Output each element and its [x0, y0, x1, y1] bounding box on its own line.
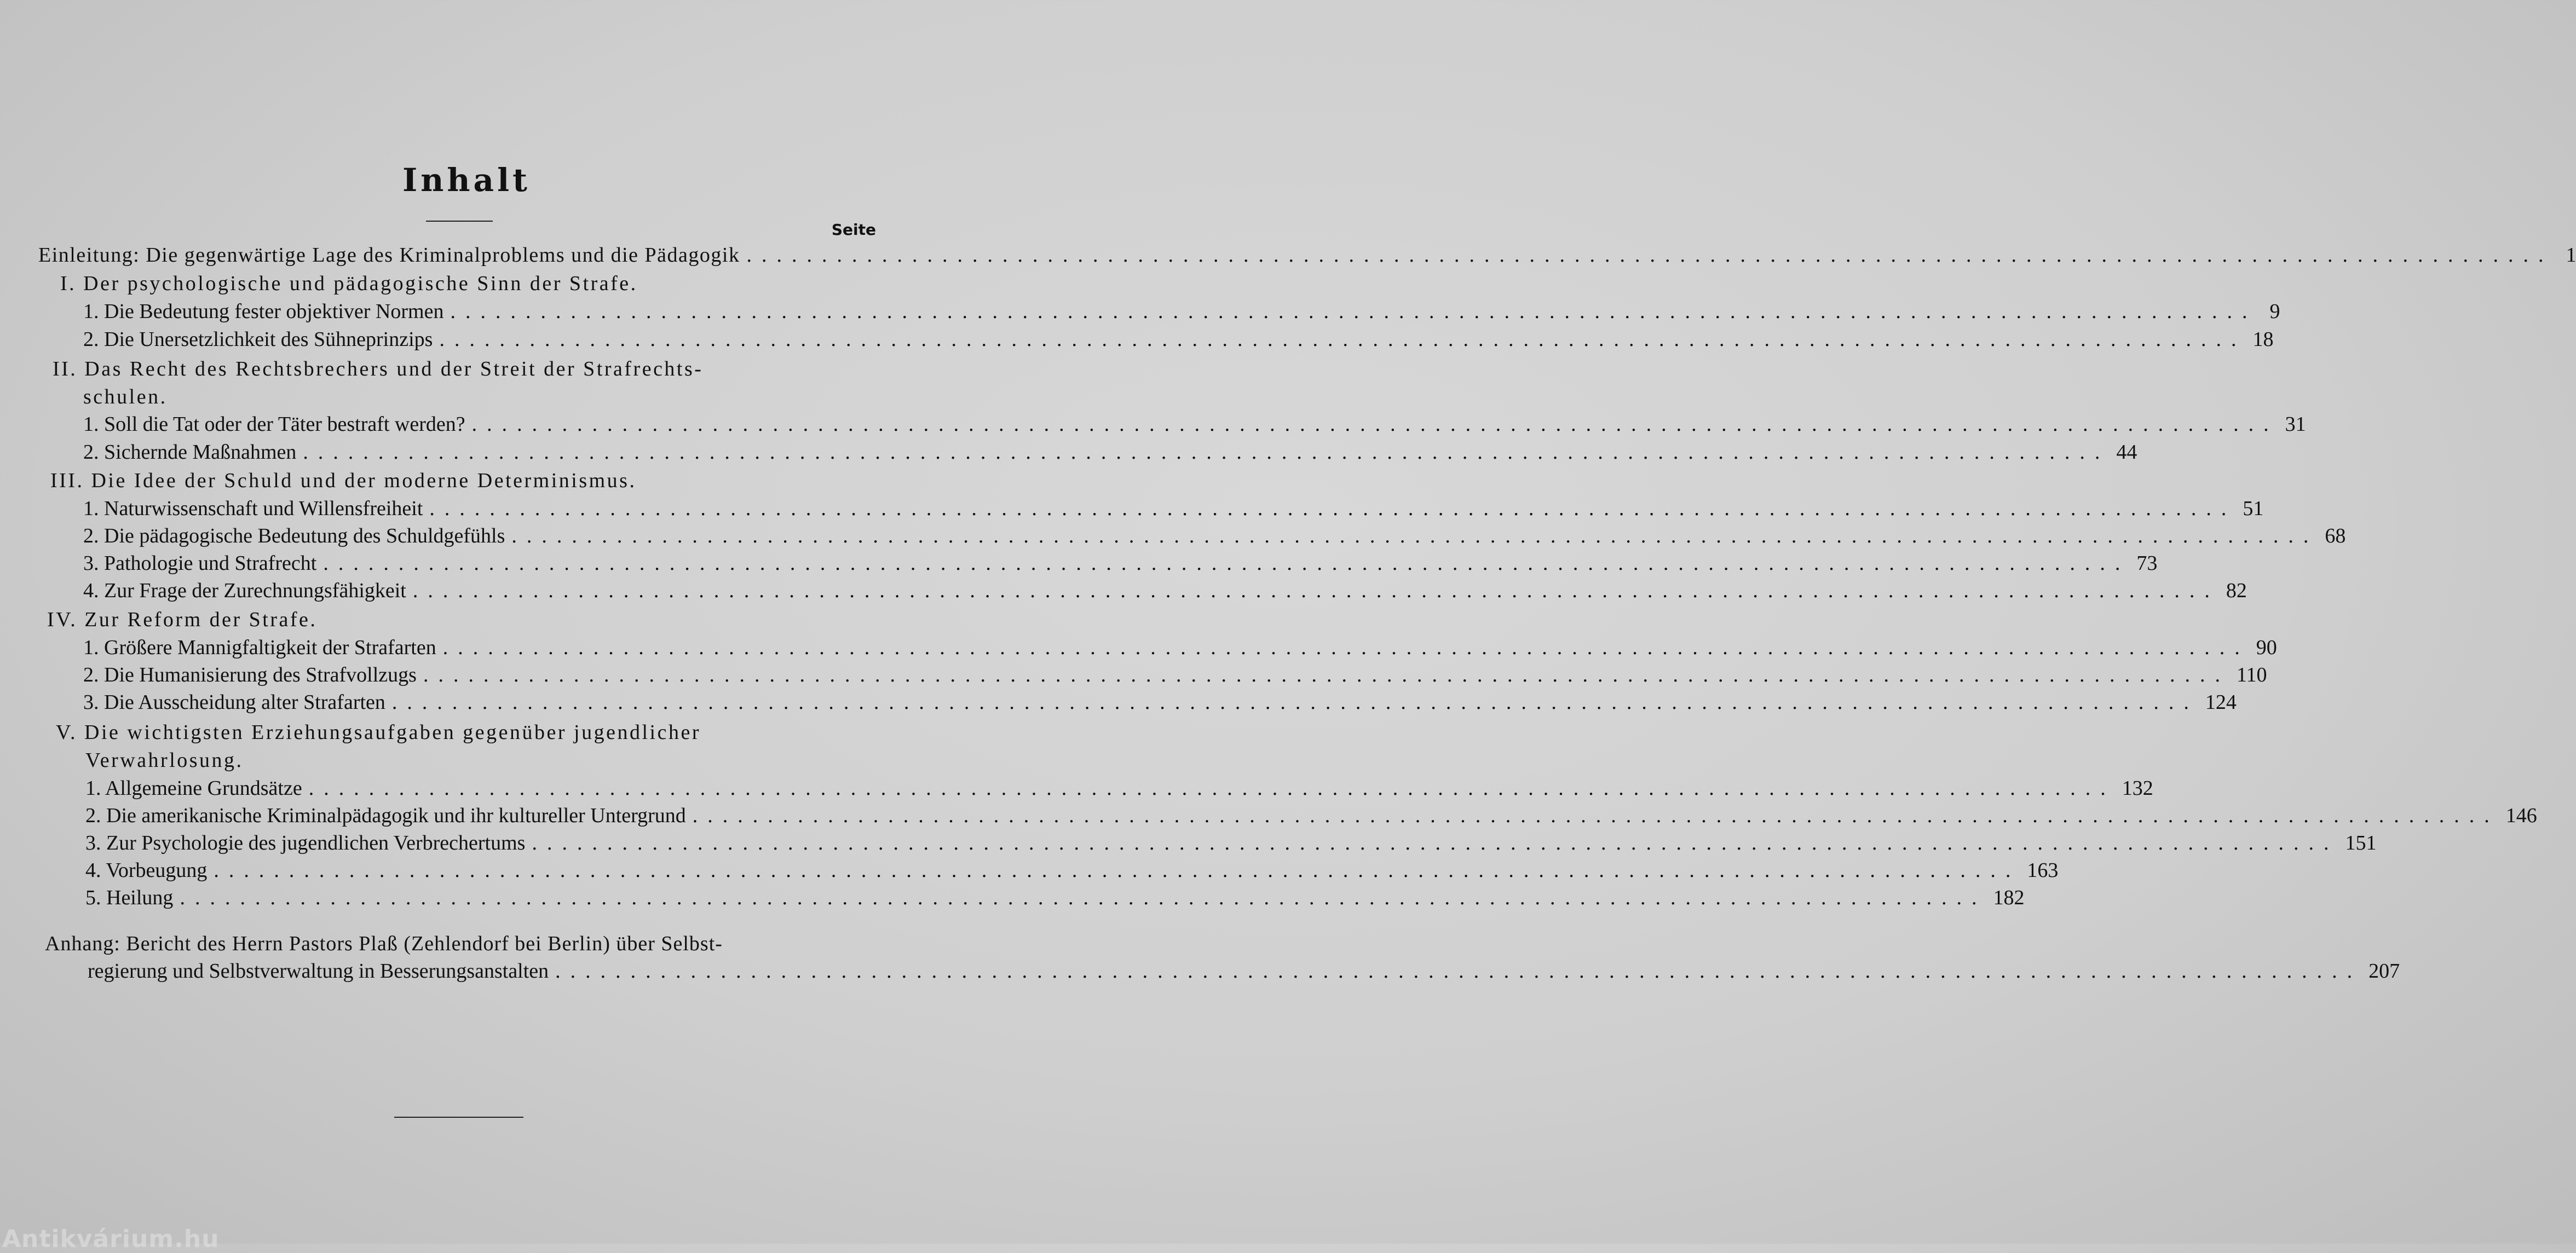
- toc-entry-text: 3. Die Ausscheidung alter Strafarten: [83, 691, 385, 714]
- leader-dots: ........................................................................................................................: [412, 579, 2220, 602]
- toc-entry[interactable]: [83, 299, 2280, 324]
- toc-entry-page: 90: [2256, 636, 2277, 659]
- toc-entry-text: 2. Die pädagogische Bedeutung des Schuldgefühls: [83, 524, 505, 547]
- leader-dots: ........................................................................................................................: [423, 663, 2230, 686]
- toc-entry-page: 110: [2236, 663, 2267, 686]
- watermark: Antikvárium.hu: [2, 1225, 220, 1253]
- leader-dots: ........................................................................................................................: [450, 300, 2257, 323]
- leader-dots: ........................................................................................................................: [429, 497, 2237, 520]
- chapter-title-continued: Verwahrlosung.: [85, 749, 244, 772]
- toc-entry-page: 9: [2269, 300, 2280, 323]
- toc-entry[interactable]: [83, 690, 2237, 714]
- toc-entry-text: 1. Naturwissenschaft und Willensfreiheit: [83, 497, 423, 520]
- chapter-title-continued: schulen.: [83, 385, 168, 408]
- toc-intro-text: Einleitung: Die gegenwärtige Lage des Kriminalproblems und die Pädagogik: [38, 244, 740, 267]
- toc-entry-text: 1. Größere Mannigfaltigkeit der Strafarten: [83, 636, 436, 659]
- leader-dots: ........................................................................................................................: [308, 777, 2116, 800]
- toc-entry-text: 3. Zur Psychologie des jugendlichen Verbrechertums: [85, 832, 526, 854]
- toc-entry-text: 4. Vorbeugung: [85, 859, 208, 882]
- toc-entry-page: 163: [2027, 859, 2059, 882]
- leader-dots: ........................................................................................................................: [471, 413, 2279, 436]
- toc-entry-page: 151: [2345, 832, 2377, 854]
- toc-entry[interactable]: [85, 858, 2059, 882]
- toc-entry[interactable]: [83, 663, 2267, 687]
- toc-appendix-page: 207: [2368, 960, 2400, 983]
- toc-entry[interactable]: [85, 831, 2377, 855]
- leader-dots: ........................................................................................................................: [214, 859, 2021, 882]
- leader-dots: ........................................................................................................................: [391, 691, 2199, 714]
- toc-entry-page: 82: [2226, 579, 2247, 602]
- toc-entry[interactable]: [83, 496, 2264, 521]
- toc-entry[interactable]: [83, 327, 2274, 351]
- toc-appendix-text: Anhang: Bericht des Herrn Pastors Plaß (Zehlendorf bei Berlin) über Selbst-: [45, 932, 723, 955]
- chapter-title: I. Der psychologische und pädagogische Sinn der Strafe.: [60, 272, 638, 295]
- page-title: Inhalt: [402, 161, 531, 199]
- chapter-title: III. Die Idee der Schuld und der moderne Determinismus.: [50, 469, 637, 492]
- leader-dots: ........................................................................................................................: [442, 636, 2250, 659]
- leader-dots: ........................................................................................................................: [511, 524, 2319, 547]
- toc-entry-page: 182: [1993, 886, 2025, 909]
- toc-entry-text: 2. Sichernde Maßnahmen: [83, 441, 297, 464]
- chapter-title: IV. Zur Reform der Strafe.: [47, 608, 318, 631]
- toc-entry-page: 132: [2122, 777, 2153, 800]
- toc-entry-page: 73: [2136, 552, 2158, 575]
- toc-entry-text: 5. Heilung: [85, 886, 174, 909]
- toc-entry[interactable]: [85, 776, 2153, 800]
- toc-entry-page: 146: [2505, 804, 2537, 827]
- toc-entry-text: 3. Pathologie und Strafrecht: [83, 552, 317, 575]
- toc-entry-text: 2. Die Unersetzlichkeit des Sühneprinzips: [83, 328, 433, 351]
- leader-dots: ........................................................................................................................: [180, 886, 1987, 909]
- toc-entry-text: 1. Soll die Tat oder der Täter bestraft werden?: [83, 413, 465, 436]
- toc-entry[interactable]: [83, 636, 2277, 660]
- leader-dots: ........................................................................................................................: [439, 328, 2246, 351]
- chapter-title: II. Das Recht des Rechtsbrechers und der Streit der Strafrechts-: [53, 357, 704, 380]
- toc-entry[interactable]: [83, 579, 2247, 603]
- leader-dots: ........................................................................................................................: [746, 244, 2554, 267]
- chapter-title: V. Die wichtigsten Erziehungsaufgaben gegenüber jugendlicher: [56, 721, 701, 744]
- toc-entry-text: 1. Die Bedeutung fester objektiver Normen: [83, 300, 444, 323]
- page-column-header: Seite: [831, 221, 876, 239]
- toc-entry-page: 44: [2116, 441, 2137, 464]
- leader-dots: ........................................................................................................................: [555, 960, 2362, 983]
- bottom-rule: [394, 1117, 523, 1118]
- toc-entry[interactable]: [83, 551, 2158, 575]
- leader-dots: ........................................................................................................................: [532, 832, 2339, 854]
- toc-entry-page: 51: [2243, 497, 2264, 520]
- toc-entry-text: 2. Die amerikanische Kriminalpädagogik und ihr kultureller Untergrund: [85, 804, 686, 827]
- toc-appendix[interactable]: [88, 959, 2400, 983]
- toc-intro-page: 1: [2566, 244, 2576, 267]
- toc-entry-text: 2. Die Humanisierung des Strafvollzugs: [83, 663, 417, 686]
- toc-entry-page: 31: [2285, 413, 2306, 436]
- toc-entry-page: 124: [2205, 691, 2237, 714]
- toc-entry[interactable]: [85, 804, 2537, 828]
- leader-dots: ........................................................................................................................: [692, 804, 2499, 827]
- toc-entry[interactable]: [83, 440, 2137, 464]
- toc-entry[interactable]: [83, 524, 2346, 548]
- toc-entry-text: 4. Zur Frage der Zurechnungsfähigkeit: [83, 579, 406, 602]
- toc-entry-page: 18: [2252, 328, 2274, 351]
- toc-entry[interactable]: [83, 412, 2306, 436]
- toc-appendix-line1: [45, 932, 723, 956]
- leader-dots: ........................................................................................................................: [323, 552, 2130, 575]
- toc-intro[interactable]: [38, 243, 2576, 267]
- toc-entry-text: 1. Allgemeine Grundsätze: [85, 777, 302, 800]
- toc-entry[interactable]: [85, 886, 2025, 910]
- toc-appendix-text-continued: regierung und Selbstverwaltung in Besserungsanstalten: [88, 960, 549, 983]
- leader-dots: ........................................................................................................................: [303, 441, 2110, 464]
- toc-entry-page: 68: [2325, 524, 2346, 547]
